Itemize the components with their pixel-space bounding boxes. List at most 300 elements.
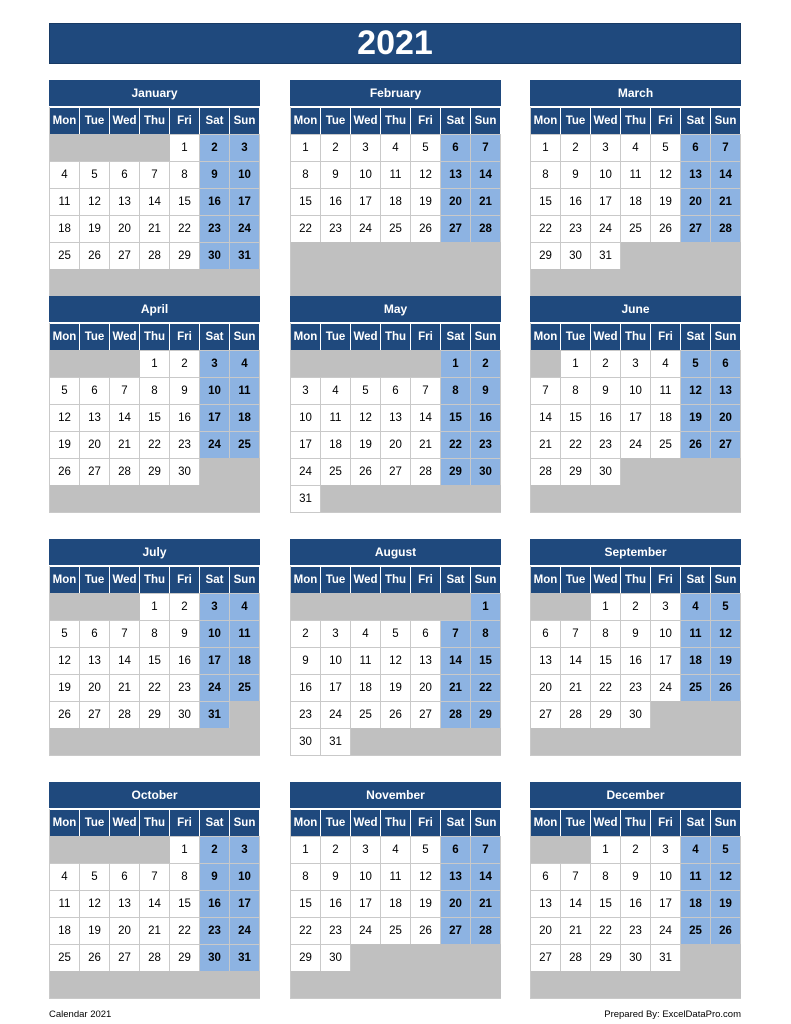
day-cell: 2 xyxy=(621,836,651,863)
day-cell: 5 xyxy=(50,377,80,404)
empty-cell xyxy=(50,134,80,161)
weekday-header: Mon xyxy=(50,107,80,134)
weekday-header: Wed xyxy=(591,809,621,836)
day-cell: 14 xyxy=(561,890,591,917)
weekday-header: Mon xyxy=(531,107,561,134)
day-cell: 3 xyxy=(591,134,621,161)
day-cell: 22 xyxy=(140,674,170,701)
day-cell: 15 xyxy=(591,647,621,674)
day-cell: 19 xyxy=(50,674,80,701)
weekend-day-cell: 21 xyxy=(441,674,471,701)
weekend-day-cell: 30 xyxy=(471,458,501,485)
weekend-day-cell: 8 xyxy=(441,377,471,404)
day-cell: 15 xyxy=(291,188,321,215)
month-days-grid xyxy=(290,323,501,513)
month-december xyxy=(530,782,741,999)
day-cell: 4 xyxy=(50,161,80,188)
weekday-header: Sun xyxy=(711,107,741,134)
weekend-day-cell: 16 xyxy=(471,404,501,431)
month-may xyxy=(290,296,501,513)
weekend-day-cell: 7 xyxy=(471,134,501,161)
day-cell: 22 xyxy=(170,917,200,944)
empty-cell xyxy=(291,242,321,269)
weekday-header: Mon xyxy=(291,107,321,134)
day-cell: 7 xyxy=(110,620,140,647)
month-days-grid xyxy=(290,809,501,999)
day-cell: 22 xyxy=(291,215,321,242)
month-january xyxy=(49,80,260,297)
day-cell: 14 xyxy=(110,647,140,674)
weekday-header: Wed xyxy=(591,323,621,350)
day-cell: 24 xyxy=(621,431,651,458)
empty-cell xyxy=(411,242,441,269)
weekday-header: Wed xyxy=(110,566,140,593)
weekend-day-cell: 31 xyxy=(230,944,260,971)
weekend-day-cell: 7 xyxy=(441,620,471,647)
day-cell: 19 xyxy=(351,431,381,458)
empty-cell xyxy=(651,485,681,512)
empty-cell xyxy=(351,242,381,269)
empty-cell xyxy=(230,485,260,512)
day-cell: 1 xyxy=(170,134,200,161)
day-cell: 20 xyxy=(110,215,140,242)
empty-cell xyxy=(291,350,321,377)
month-october xyxy=(49,782,260,999)
weekday-header: Thu xyxy=(140,566,170,593)
day-cell: 27 xyxy=(531,944,561,971)
empty-cell xyxy=(561,728,591,755)
weekend-day-cell: 25 xyxy=(230,431,260,458)
day-cell: 23 xyxy=(561,215,591,242)
empty-cell xyxy=(531,728,561,755)
empty-cell xyxy=(711,944,741,971)
day-cell: 11 xyxy=(351,647,381,674)
day-cell: 15 xyxy=(591,890,621,917)
day-cell: 29 xyxy=(561,458,591,485)
weekday-header: Tue xyxy=(321,566,351,593)
weekend-day-cell: 3 xyxy=(200,350,230,377)
weekend-day-cell: 15 xyxy=(441,404,471,431)
empty-cell xyxy=(230,269,260,296)
empty-cell xyxy=(351,350,381,377)
day-cell: 9 xyxy=(170,377,200,404)
day-cell: 12 xyxy=(651,161,681,188)
weekend-day-cell: 4 xyxy=(230,593,260,620)
weekend-day-cell: 11 xyxy=(681,620,711,647)
day-cell: 23 xyxy=(170,431,200,458)
empty-cell xyxy=(200,728,230,755)
day-cell: 14 xyxy=(140,188,170,215)
empty-cell xyxy=(681,944,711,971)
weekend-day-cell: 6 xyxy=(441,134,471,161)
weekend-day-cell: 3 xyxy=(200,593,230,620)
weekday-header: Thu xyxy=(621,566,651,593)
weekday-header: Tue xyxy=(321,107,351,134)
weekday-header: Thu xyxy=(381,809,411,836)
month-november xyxy=(290,782,501,999)
weekend-day-cell: 27 xyxy=(711,431,741,458)
weekend-day-cell: 27 xyxy=(441,215,471,242)
day-cell: 26 xyxy=(651,215,681,242)
day-cell: 30 xyxy=(621,701,651,728)
weekday-header: Sat xyxy=(681,809,711,836)
day-cell: 13 xyxy=(80,647,110,674)
weekend-day-cell: 12 xyxy=(711,620,741,647)
empty-cell xyxy=(441,593,471,620)
day-cell: 5 xyxy=(351,377,381,404)
weekend-day-cell: 7 xyxy=(711,134,741,161)
empty-cell xyxy=(80,971,110,998)
empty-cell xyxy=(80,836,110,863)
day-cell: 26 xyxy=(50,701,80,728)
day-cell: 20 xyxy=(80,674,110,701)
day-cell: 9 xyxy=(591,377,621,404)
weekday-header: Wed xyxy=(351,107,381,134)
day-cell: 1 xyxy=(140,593,170,620)
empty-cell xyxy=(381,269,411,296)
day-cell: 16 xyxy=(170,647,200,674)
day-cell: 8 xyxy=(291,161,321,188)
day-cell: 16 xyxy=(291,674,321,701)
day-cell: 23 xyxy=(621,917,651,944)
weekday-header: Sat xyxy=(441,566,471,593)
day-cell: 9 xyxy=(621,863,651,890)
empty-cell xyxy=(651,242,681,269)
weekend-day-cell: 30 xyxy=(200,944,230,971)
weekend-day-cell: 1 xyxy=(441,350,471,377)
footer-right-text: Prepared By: ExcelDataPro.com xyxy=(604,1009,741,1020)
weekend-day-cell: 28 xyxy=(471,215,501,242)
day-cell: 18 xyxy=(381,890,411,917)
weekday-header: Sun xyxy=(711,323,741,350)
month-days-grid xyxy=(49,323,260,513)
day-cell: 2 xyxy=(321,836,351,863)
weekend-day-cell: 13 xyxy=(711,377,741,404)
empty-cell xyxy=(110,728,140,755)
day-cell: 22 xyxy=(591,674,621,701)
empty-cell xyxy=(140,728,170,755)
weekend-day-cell: 26 xyxy=(681,431,711,458)
day-cell: 13 xyxy=(80,404,110,431)
empty-cell xyxy=(621,269,651,296)
month-days-grid xyxy=(290,107,501,297)
day-cell: 24 xyxy=(591,215,621,242)
weekday-header: Sun xyxy=(230,566,260,593)
weekend-day-cell: 10 xyxy=(200,377,230,404)
weekday-header: Thu xyxy=(381,323,411,350)
weekend-day-cell: 3 xyxy=(230,134,260,161)
day-cell: 5 xyxy=(381,620,411,647)
day-cell: 3 xyxy=(351,134,381,161)
day-cell: 9 xyxy=(621,620,651,647)
day-cell: 3 xyxy=(321,620,351,647)
weekday-header: Fri xyxy=(170,323,200,350)
weekend-day-cell: 21 xyxy=(471,890,501,917)
day-cell: 17 xyxy=(321,674,351,701)
empty-cell xyxy=(531,269,561,296)
weekday-header: Fri xyxy=(411,323,441,350)
day-cell: 28 xyxy=(140,944,170,971)
day-cell: 15 xyxy=(170,890,200,917)
day-cell: 21 xyxy=(411,431,441,458)
empty-cell xyxy=(651,458,681,485)
weekend-day-cell: 11 xyxy=(230,377,260,404)
weekend-day-cell: 5 xyxy=(711,593,741,620)
day-cell: 17 xyxy=(651,647,681,674)
empty-cell xyxy=(681,485,711,512)
empty-cell xyxy=(471,728,501,755)
empty-cell xyxy=(200,458,230,485)
weekday-header: Sat xyxy=(681,323,711,350)
weekday-header: Sun xyxy=(471,107,501,134)
empty-cell xyxy=(681,458,711,485)
day-cell: 30 xyxy=(321,944,351,971)
weekend-day-cell: 29 xyxy=(441,458,471,485)
day-cell: 8 xyxy=(561,377,591,404)
month-days-grid xyxy=(290,566,501,756)
empty-cell xyxy=(230,458,260,485)
day-cell: 16 xyxy=(321,188,351,215)
empty-cell xyxy=(651,269,681,296)
day-cell: 16 xyxy=(621,647,651,674)
day-cell: 27 xyxy=(531,701,561,728)
empty-cell xyxy=(381,728,411,755)
day-cell: 15 xyxy=(140,647,170,674)
weekday-header: Tue xyxy=(80,809,110,836)
empty-cell xyxy=(591,728,621,755)
empty-cell xyxy=(80,350,110,377)
month-march xyxy=(530,80,741,297)
day-cell: 10 xyxy=(351,863,381,890)
empty-cell xyxy=(561,269,591,296)
empty-cell xyxy=(381,593,411,620)
weekend-day-cell: 3 xyxy=(230,836,260,863)
weekend-day-cell: 15 xyxy=(471,647,501,674)
day-cell: 7 xyxy=(531,377,561,404)
empty-cell xyxy=(110,350,140,377)
day-cell: 15 xyxy=(531,188,561,215)
weekday-header: Tue xyxy=(561,809,591,836)
weekday-header: Wed xyxy=(110,323,140,350)
day-cell: 25 xyxy=(351,701,381,728)
weekend-day-cell: 18 xyxy=(230,404,260,431)
day-cell: 17 xyxy=(651,890,681,917)
day-cell: 8 xyxy=(531,161,561,188)
day-cell: 22 xyxy=(291,917,321,944)
weekday-header: Thu xyxy=(381,566,411,593)
empty-cell xyxy=(170,971,200,998)
day-cell: 27 xyxy=(80,701,110,728)
weekend-day-cell: 25 xyxy=(230,674,260,701)
weekend-day-cell: 22 xyxy=(471,674,501,701)
day-cell: 12 xyxy=(80,188,110,215)
weekday-header: Tue xyxy=(561,566,591,593)
weekend-day-cell: 22 xyxy=(441,431,471,458)
month-title: September xyxy=(530,539,741,566)
weekday-header: Tue xyxy=(80,566,110,593)
day-cell: 26 xyxy=(351,458,381,485)
weekend-day-cell: 4 xyxy=(681,593,711,620)
weekday-header: Sat xyxy=(200,107,230,134)
weekend-day-cell: 24 xyxy=(200,431,230,458)
day-cell: 12 xyxy=(411,863,441,890)
day-cell: 31 xyxy=(321,728,351,755)
empty-cell xyxy=(411,728,441,755)
empty-cell xyxy=(200,971,230,998)
empty-cell xyxy=(681,269,711,296)
weekday-header: Sun xyxy=(230,323,260,350)
day-cell: 13 xyxy=(531,890,561,917)
day-cell: 1 xyxy=(291,836,321,863)
weekday-header: Sat xyxy=(200,809,230,836)
month-july xyxy=(49,539,260,756)
weekday-header: Sat xyxy=(441,107,471,134)
empty-cell xyxy=(351,269,381,296)
day-cell: 18 xyxy=(50,215,80,242)
day-cell: 21 xyxy=(110,674,140,701)
weekend-day-cell: 12 xyxy=(681,377,711,404)
weekend-day-cell: 20 xyxy=(441,188,471,215)
month-title: January xyxy=(49,80,260,107)
day-cell: 20 xyxy=(110,917,140,944)
day-cell: 9 xyxy=(561,161,591,188)
empty-cell xyxy=(711,485,741,512)
weekday-header: Fri xyxy=(411,809,441,836)
empty-cell xyxy=(351,485,381,512)
day-cell: 15 xyxy=(140,404,170,431)
weekend-day-cell: 23 xyxy=(200,215,230,242)
day-cell: 4 xyxy=(351,620,381,647)
empty-cell xyxy=(471,242,501,269)
empty-cell xyxy=(411,944,441,971)
day-cell: 23 xyxy=(591,431,621,458)
day-cell: 20 xyxy=(381,431,411,458)
day-cell: 11 xyxy=(381,161,411,188)
day-cell: 10 xyxy=(591,161,621,188)
weekend-day-cell: 28 xyxy=(711,215,741,242)
empty-cell xyxy=(291,593,321,620)
weekday-header: Fri xyxy=(651,566,681,593)
empty-cell xyxy=(110,485,140,512)
weekend-day-cell: 6 xyxy=(441,836,471,863)
day-cell: 10 xyxy=(351,161,381,188)
weekday-header: Tue xyxy=(321,809,351,836)
weekend-day-cell: 18 xyxy=(230,647,260,674)
weekend-day-cell: 13 xyxy=(441,161,471,188)
empty-cell xyxy=(381,971,411,998)
day-cell: 8 xyxy=(591,863,621,890)
day-cell: 11 xyxy=(651,377,681,404)
day-cell: 13 xyxy=(531,647,561,674)
weekday-header: Fri xyxy=(170,809,200,836)
day-cell: 28 xyxy=(561,701,591,728)
day-cell: 6 xyxy=(411,620,441,647)
month-title: August xyxy=(290,539,501,566)
weekday-header: Sat xyxy=(681,566,711,593)
day-cell: 1 xyxy=(531,134,561,161)
day-cell: 14 xyxy=(531,404,561,431)
weekday-header: Tue xyxy=(561,323,591,350)
day-cell: 12 xyxy=(381,647,411,674)
day-cell: 12 xyxy=(351,404,381,431)
month-title: May xyxy=(290,296,501,323)
day-cell: 1 xyxy=(591,593,621,620)
empty-cell xyxy=(230,701,260,728)
month-february xyxy=(290,80,501,297)
empty-cell xyxy=(321,485,351,512)
day-cell: 5 xyxy=(651,134,681,161)
weekend-day-cell: 5 xyxy=(681,350,711,377)
empty-cell xyxy=(651,701,681,728)
day-cell: 5 xyxy=(80,863,110,890)
weekend-day-cell: 14 xyxy=(441,647,471,674)
weekday-header: Tue xyxy=(561,107,591,134)
weekday-header: Fri xyxy=(170,107,200,134)
weekend-day-cell: 9 xyxy=(200,863,230,890)
day-cell: 21 xyxy=(140,215,170,242)
day-cell: 5 xyxy=(411,134,441,161)
weekend-day-cell: 9 xyxy=(200,161,230,188)
day-cell: 8 xyxy=(140,377,170,404)
day-cell: 18 xyxy=(50,917,80,944)
empty-cell xyxy=(531,836,561,863)
empty-cell xyxy=(591,485,621,512)
day-cell: 5 xyxy=(80,161,110,188)
empty-cell xyxy=(381,350,411,377)
day-cell: 25 xyxy=(50,242,80,269)
day-cell: 2 xyxy=(591,350,621,377)
day-cell: 1 xyxy=(561,350,591,377)
day-cell: 19 xyxy=(381,674,411,701)
month-days-grid xyxy=(530,323,741,513)
weekday-header: Thu xyxy=(381,107,411,134)
weekend-day-cell: 28 xyxy=(471,917,501,944)
day-cell: 23 xyxy=(291,701,321,728)
day-cell: 1 xyxy=(591,836,621,863)
weekday-header: Sat xyxy=(200,323,230,350)
weekday-header: Fri xyxy=(651,107,681,134)
day-cell: 22 xyxy=(140,431,170,458)
empty-cell xyxy=(621,242,651,269)
day-cell: 4 xyxy=(621,134,651,161)
day-cell: 4 xyxy=(50,863,80,890)
weekday-header: Thu xyxy=(140,107,170,134)
weekend-day-cell: 4 xyxy=(230,350,260,377)
month-title: December xyxy=(530,782,741,809)
weekday-header: Mon xyxy=(50,809,80,836)
day-cell: 15 xyxy=(170,188,200,215)
empty-cell xyxy=(441,728,471,755)
empty-cell xyxy=(351,944,381,971)
empty-cell xyxy=(140,134,170,161)
day-cell: 23 xyxy=(170,674,200,701)
day-cell: 24 xyxy=(651,674,681,701)
day-cell: 11 xyxy=(50,188,80,215)
month-title: February xyxy=(290,80,501,107)
day-cell: 29 xyxy=(531,242,561,269)
empty-cell xyxy=(561,485,591,512)
day-cell: 18 xyxy=(381,188,411,215)
day-cell: 3 xyxy=(651,836,681,863)
day-cell: 20 xyxy=(80,431,110,458)
empty-cell xyxy=(110,971,140,998)
day-cell: 14 xyxy=(411,404,441,431)
empty-cell xyxy=(291,971,321,998)
day-cell: 19 xyxy=(80,215,110,242)
weekday-header: Mon xyxy=(531,809,561,836)
day-cell: 21 xyxy=(110,431,140,458)
day-cell: 18 xyxy=(651,404,681,431)
